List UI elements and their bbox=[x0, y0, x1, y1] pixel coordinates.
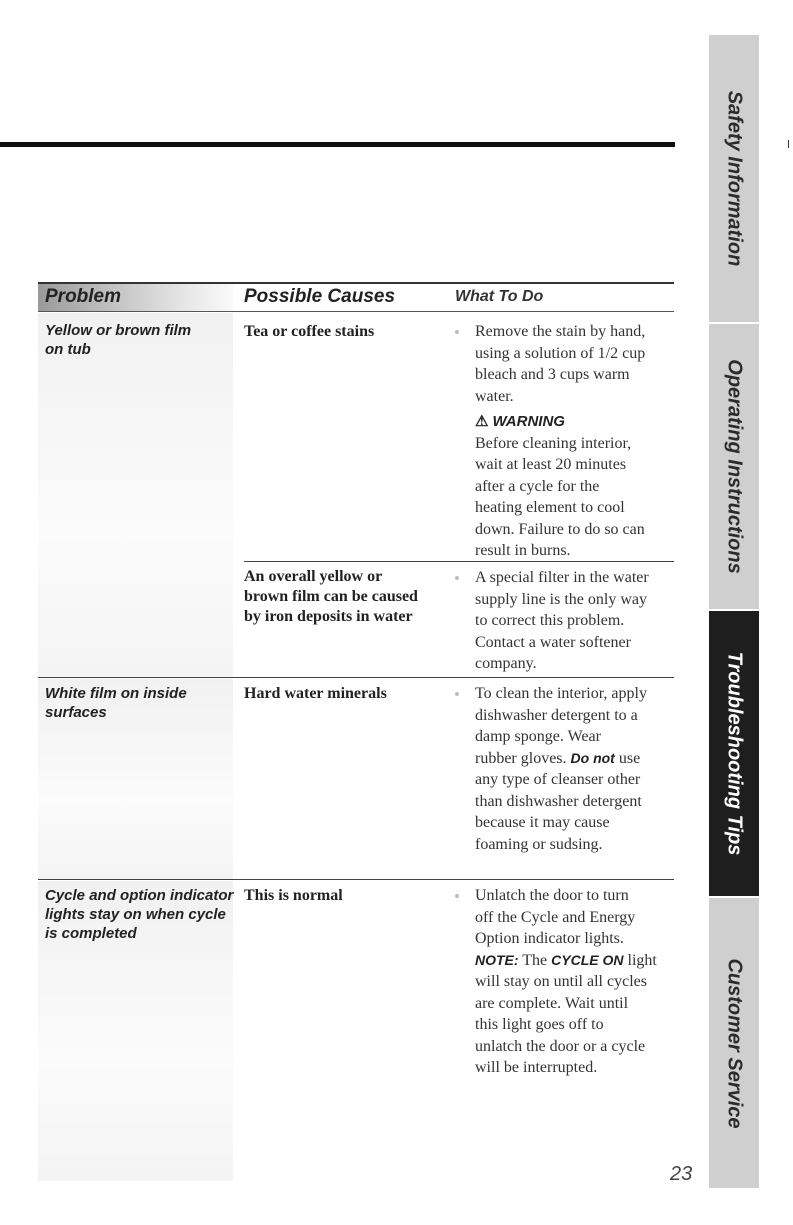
warning-line: result in burns. bbox=[475, 542, 571, 559]
cause-line: brown film can be caused bbox=[244, 588, 418, 605]
todo-line: unlatch the door or a cycle bbox=[475, 1037, 646, 1055]
tab-text: Operating Instructions bbox=[723, 359, 746, 574]
warning-label: WARNING bbox=[492, 413, 565, 430]
todo-text: light bbox=[623, 951, 657, 969]
todo-line: To clean the interior, apply bbox=[475, 685, 647, 702]
tab-text: Troubleshooting Tips bbox=[723, 651, 746, 856]
edge-tick bbox=[788, 140, 789, 148]
tab-label bbox=[709, 898, 759, 1188]
cycle-on-emphasis: CYCLE ON bbox=[551, 951, 624, 968]
todo-line: Remove the stain by hand, bbox=[475, 323, 646, 340]
todo-line: will be interrupted. bbox=[475, 1059, 598, 1076]
todo-line: company. bbox=[475, 655, 537, 672]
cause-iron-deposits bbox=[244, 567, 444, 627]
warning-line: heating element to cool bbox=[475, 499, 625, 516]
todo-hard-water bbox=[475, 683, 675, 855]
problem-line: Yellow or brown film bbox=[45, 322, 192, 339]
todo-tea-coffee bbox=[475, 321, 675, 562]
problem-line: Cycle and option indicator bbox=[45, 887, 234, 904]
header-top-rule bbox=[38, 282, 674, 284]
tab-label bbox=[709, 324, 759, 609]
warning-line: Before cleaning interior, bbox=[475, 434, 632, 452]
cause-line: Tea or coffee stains bbox=[244, 323, 375, 340]
bullet bbox=[455, 576, 459, 580]
tab-label bbox=[709, 35, 759, 322]
problem-shade-1 bbox=[38, 313, 233, 677]
cause-line: This is normal bbox=[244, 887, 343, 904]
todo-line: will stay on until all cycles bbox=[475, 973, 647, 990]
todo-line: supply line is the only way bbox=[475, 590, 647, 608]
todo-line: bleach and 3 cups warm bbox=[475, 366, 630, 383]
tab-operating-instructions[interactable] bbox=[709, 324, 759, 609]
tab-troubleshooting-tips[interactable] bbox=[709, 611, 759, 896]
cause-line: by iron deposits in water bbox=[244, 608, 413, 625]
todo-line: than dishwasher detergent bbox=[475, 792, 642, 810]
header-possible-causes: Possible Causes bbox=[244, 286, 396, 307]
cause-normal bbox=[244, 886, 444, 906]
todo-line: any type of cleanser other bbox=[475, 771, 641, 788]
warning-line: after a cycle for the bbox=[475, 477, 600, 495]
todo-line: foaming or sudsing. bbox=[475, 835, 603, 853]
problem-line: on tub bbox=[45, 341, 91, 358]
row-divider bbox=[38, 677, 674, 678]
cause-line: Hard water minerals bbox=[244, 685, 387, 702]
cause-tea-coffee bbox=[244, 322, 444, 342]
problem-indicator-lights bbox=[45, 886, 235, 943]
todo-line: A special filter in the water bbox=[475, 569, 649, 586]
bullet bbox=[455, 330, 459, 334]
warning-line: wait at least 20 minutes bbox=[475, 456, 627, 473]
tab-safety-information[interactable] bbox=[709, 35, 759, 322]
todo-text: use bbox=[614, 749, 641, 767]
problem-yellow-film bbox=[45, 321, 235, 359]
todo-text: The bbox=[518, 951, 552, 969]
problem-line: is completed bbox=[45, 925, 137, 942]
top-rule bbox=[0, 142, 675, 147]
todo-line: damp sponge. Wear bbox=[475, 728, 601, 745]
do-not-emphasis: Do not bbox=[570, 749, 615, 766]
todo-line: Unlatch the door to turn bbox=[475, 887, 629, 904]
cause-hard-water bbox=[244, 684, 444, 704]
todo-line: water. bbox=[475, 387, 514, 405]
warning-heading bbox=[475, 411, 675, 433]
todo-line: using a solution of 1/2 cup bbox=[475, 344, 646, 362]
todo-line bbox=[475, 748, 675, 770]
todo-line: off the Cycle and Energy bbox=[475, 908, 636, 926]
todo-line: dishwasher detergent to a bbox=[475, 706, 638, 724]
tab-text: Safety Information bbox=[723, 90, 746, 267]
sub-row-divider bbox=[244, 561, 674, 562]
problem-white-film bbox=[45, 684, 235, 722]
header-bottom-rule bbox=[38, 311, 674, 312]
todo-line bbox=[475, 950, 675, 972]
header-what-to-do: What To Do bbox=[455, 288, 544, 305]
problem-line: White film on inside bbox=[45, 685, 187, 702]
cause-line: An overall yellow or bbox=[244, 568, 383, 585]
bullet bbox=[455, 894, 459, 898]
warning-line: down. Failure to do so can bbox=[475, 520, 645, 538]
todo-line: are complete. Wait until bbox=[475, 994, 629, 1012]
problem-line: lights stay on when cycle bbox=[45, 906, 226, 923]
todo-line: this light goes off to bbox=[475, 1016, 604, 1033]
warning-triangle-icon: ⚠ bbox=[475, 413, 489, 430]
page-number: 23 bbox=[670, 1163, 693, 1185]
todo-line: Option indicator lights. bbox=[475, 930, 624, 947]
todo-line: to correct this problem. bbox=[475, 612, 625, 629]
todo-text: rubber gloves. bbox=[475, 749, 571, 767]
todo-line: because it may cause bbox=[475, 814, 610, 831]
problem-line: surfaces bbox=[45, 704, 107, 721]
note-emphasis: NOTE: bbox=[475, 951, 519, 968]
row-divider bbox=[38, 879, 674, 880]
bullet bbox=[455, 692, 459, 696]
todo-line: Contact a water softener bbox=[475, 633, 631, 651]
tab-label bbox=[709, 611, 759, 896]
tab-customer-service[interactable] bbox=[709, 898, 759, 1188]
tab-text: Customer Service bbox=[723, 957, 746, 1129]
header-problem: Problem bbox=[45, 286, 122, 307]
todo-indicator-lights bbox=[475, 885, 675, 1079]
todo-iron-deposits bbox=[475, 567, 675, 675]
